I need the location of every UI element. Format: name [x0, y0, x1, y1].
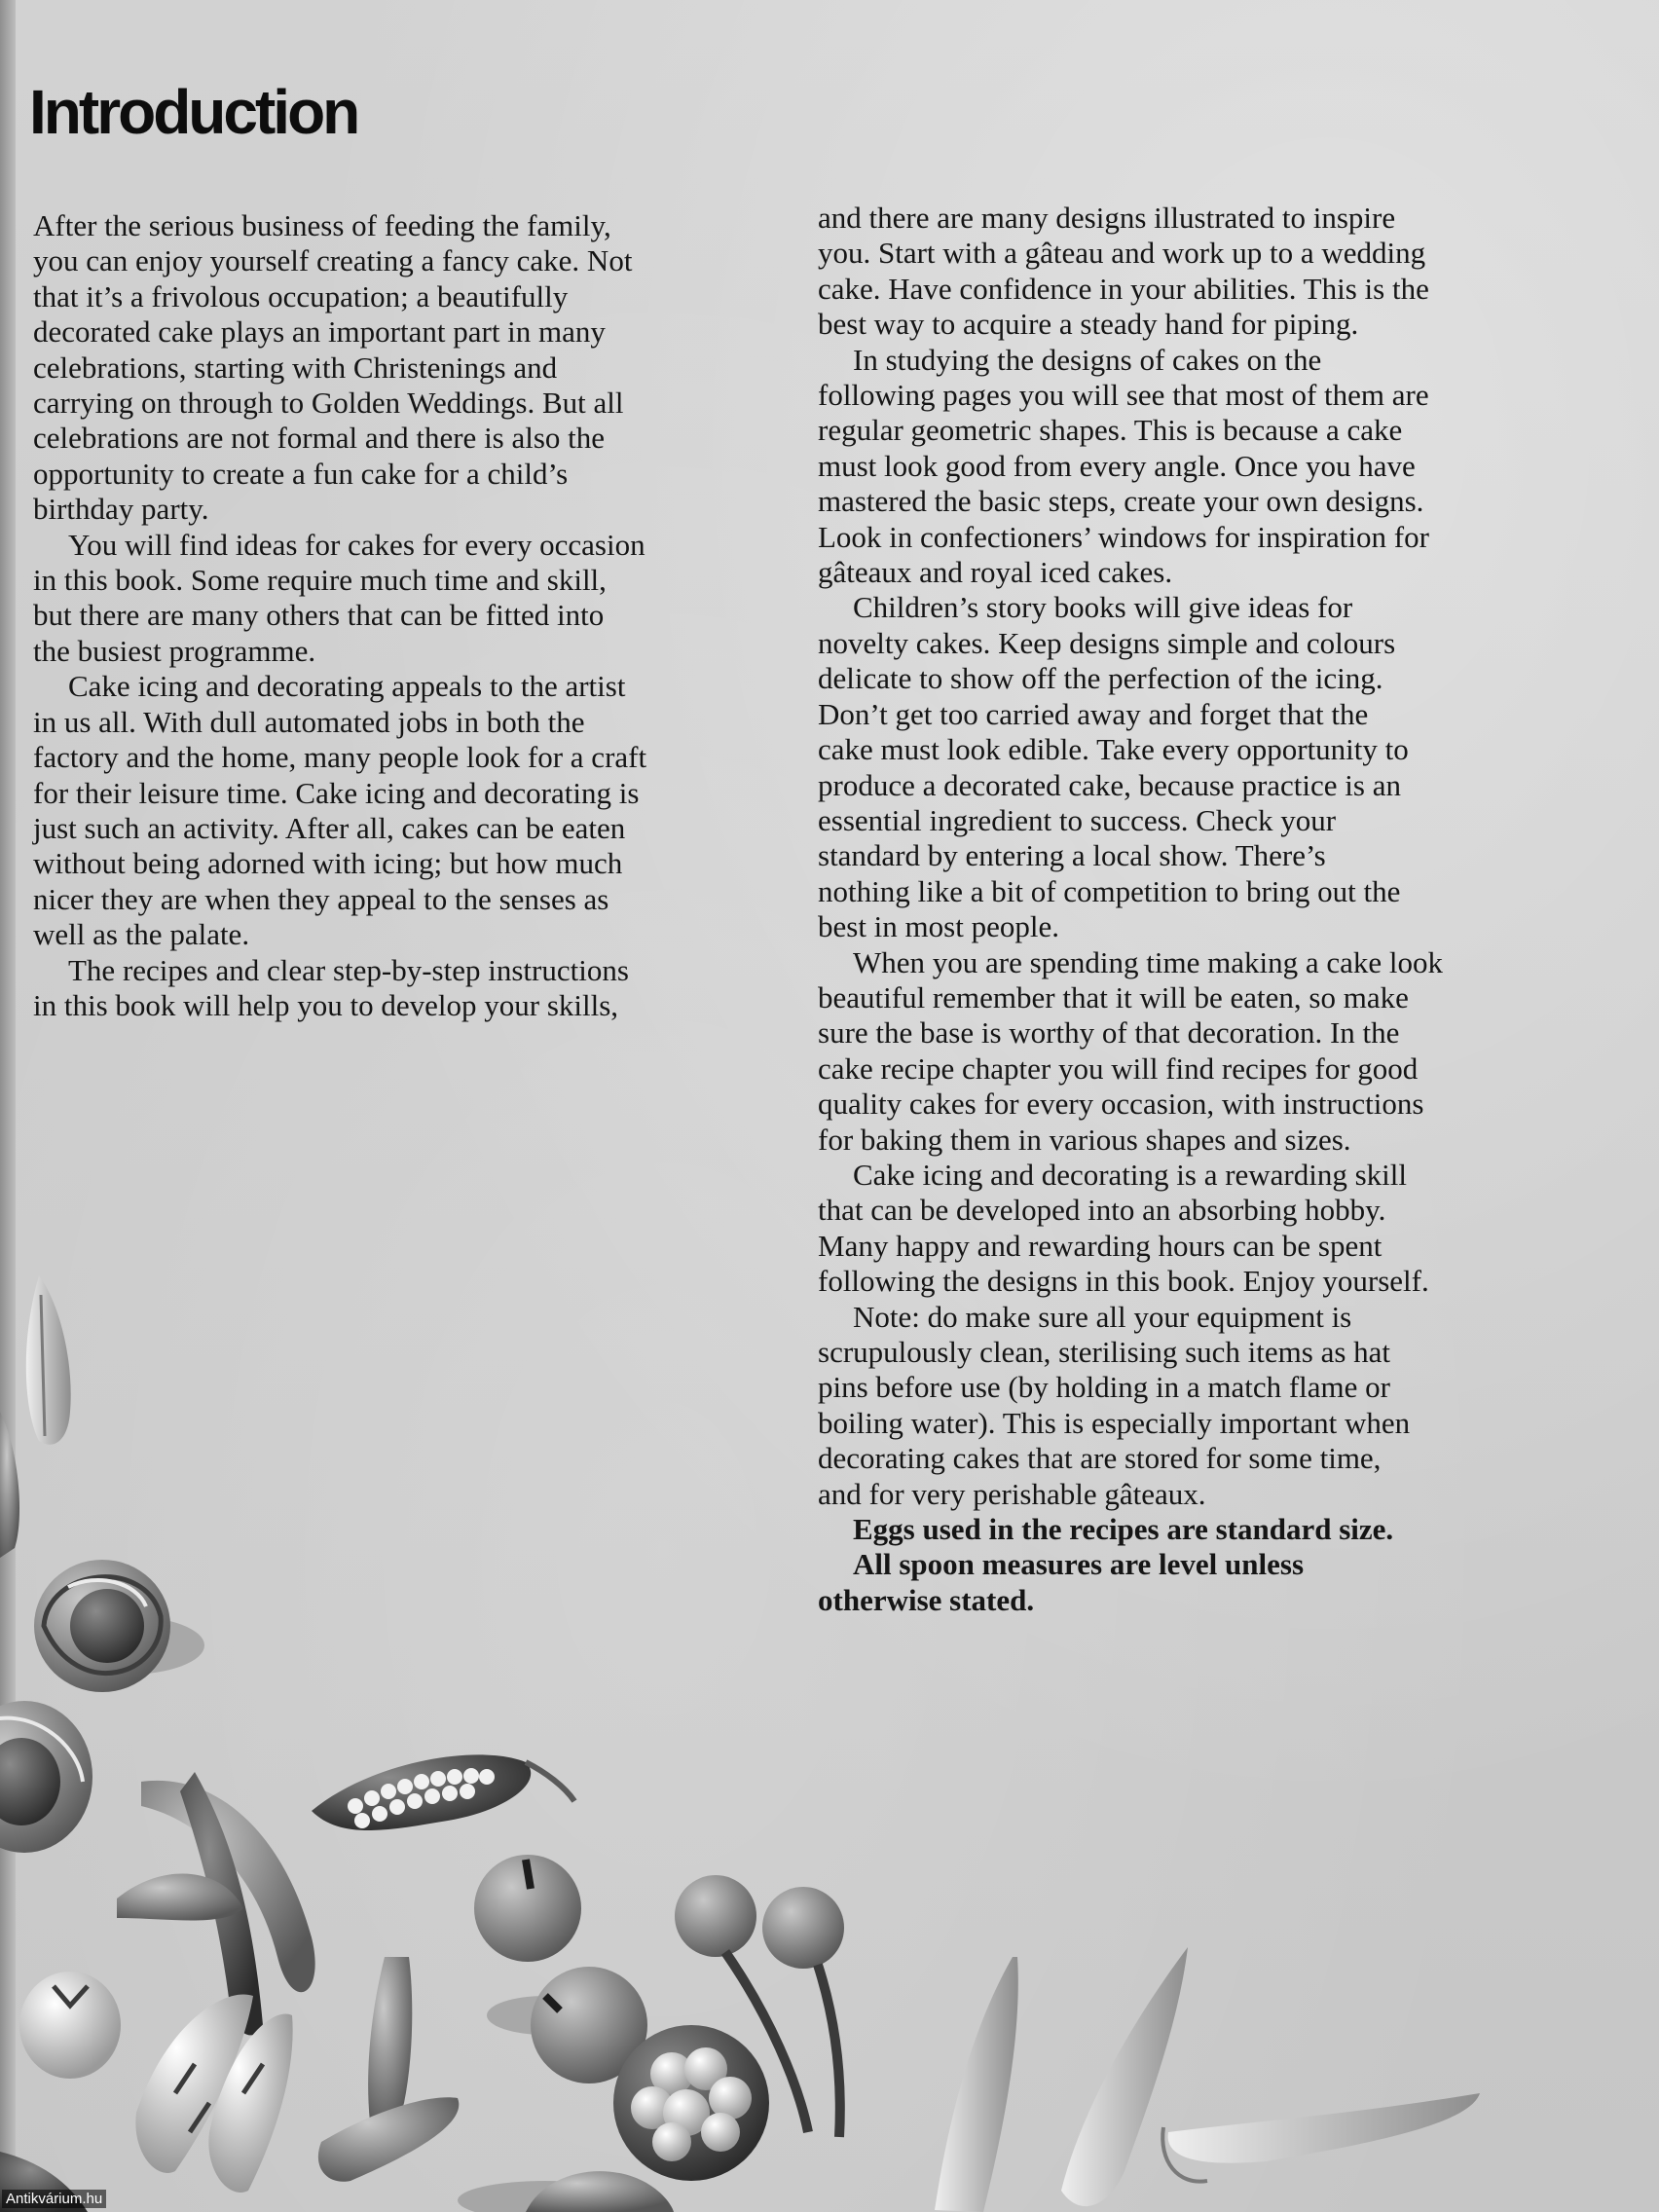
text-line: opportunity to create a fun cake for a child’s [33, 456, 569, 491]
text-line: essential ingredient to success. Check your [818, 802, 1337, 837]
cauliflower-bowl-icon [613, 2025, 769, 2181]
text-line: the busiest programme. [33, 633, 316, 668]
text-line: You will find ideas for cakes for every occasion [68, 527, 645, 562]
carrot-icon [26, 1275, 71, 1445]
text-line: sure the base is worthy of that decoration. In the [818, 1015, 1400, 1051]
bananas-icon [135, 1995, 292, 2193]
text-line: Note: do make sure all your equipment is [853, 1299, 1352, 1334]
text-line: boiling water). This is especially important when [818, 1405, 1411, 1440]
text-line: mastered the basic steps, create your own designs. [818, 484, 1424, 519]
text-line: but there are many others that can be fitted into [33, 598, 605, 633]
text-line: decorating cakes that are stored for some time, [818, 1441, 1382, 1476]
text-line: and for very perishable gâteaux. [818, 1476, 1206, 1511]
text-line: quality cakes for every occasion, with instructions [818, 1087, 1424, 1122]
text-line: decorated cake plays an important part in many [33, 314, 606, 350]
text-line: When you are spending time making a cake look [853, 944, 1444, 979]
tomato-icon [19, 1972, 121, 2079]
text-line: The recipes and clear step-by-step instructions [68, 952, 629, 987]
text-line: standard by entering a local show. There’s [818, 838, 1326, 873]
text-line: Don’t get too carried away and forget that the [818, 696, 1369, 731]
text-line: gâteaux and royal iced cakes. [818, 555, 1173, 590]
text-line: novelty cakes. Keep designs simple and colours [818, 625, 1396, 660]
text-line: carrying on through to Golden Weddings. But all [33, 386, 624, 421]
text-line: in this book. Some require much time and skill, [33, 563, 607, 598]
text-line: that can be developed into an absorbing hobby. [818, 1193, 1386, 1228]
parsnip-icon [935, 1947, 1480, 2212]
text-line: for their leisure time. Cake icing and decorating is [33, 775, 640, 810]
watermark: Antikvárium.hu [2, 2190, 106, 2208]
text-line: otherwise stated. [818, 1582, 1035, 1617]
text-line: celebrations, starting with Christenings and [33, 350, 558, 385]
text-line: celebrations are not formal and there is also the [33, 421, 606, 456]
text-line: produce a decorated cake, because practice is an [818, 767, 1401, 802]
text-line: and there are many designs illustrated to inspire [818, 201, 1396, 235]
cabbage-icon [34, 1560, 170, 1692]
pea-pod-icon [117, 1772, 315, 2035]
text-line: best in most people. [818, 909, 1059, 944]
text-line: that it’s a frivolous occupation; a beautifully [33, 278, 569, 313]
text-line: birthday party. [33, 492, 209, 527]
text-line: Eggs used in the recipes are standard size. [853, 1512, 1394, 1547]
text-line: following the designs in this book. Enjoy yourself. [818, 1264, 1429, 1299]
text-line: pins before use (by holding in a match flame or [818, 1370, 1390, 1405]
cabbage-icon [0, 1701, 92, 1853]
text-line: must look good from every angle. Once you have [818, 448, 1416, 483]
text-line: nothing like a bit of competition to bring out the [818, 873, 1401, 908]
corn-cob-icon [312, 1754, 574, 1830]
text-line: In studying the designs of cakes on the [853, 342, 1322, 377]
text-line: Look in confectioners’ windows for inspiration for [818, 519, 1429, 554]
text-line: you can enjoy yourself creating a fancy cake. Not [33, 243, 633, 278]
text-line: Cake icing and decorating appeals to the artist [68, 669, 626, 704]
text-column-left [33, 208, 783, 1023]
text-line: cake must look edible. Take every opportunity to [818, 732, 1409, 767]
text-line: Cake icing and decorating is a rewarding skill [853, 1157, 1408, 1192]
text-line: scrupulously clean, sterilising such items as hat [818, 1335, 1391, 1369]
apple-icon [474, 1855, 581, 1962]
text-line: beautiful remember that it will be eaten, so make [818, 979, 1409, 1014]
text-line: regular geometric shapes. This is because a cake [818, 413, 1403, 448]
text-line: best way to acquire a steady hand for piping. [818, 307, 1359, 342]
text-line: in us all. With dull automated jobs in both the [33, 704, 585, 739]
text-line: without being adorned with icing; but how much [33, 846, 623, 881]
text-line: well as the palate. [33, 917, 250, 952]
text-line: Many happy and rewarding hours can be spent [818, 1228, 1382, 1263]
text-line: delicate to show off the perfection of the icing. [818, 661, 1383, 696]
text-line: factory and the home, many people look for a craft [33, 740, 647, 775]
page-title: Introduction [29, 77, 358, 147]
text-line: After the serious business of feeding the family, [33, 208, 611, 242]
text-line: in this book will help you to develop your skills, [33, 987, 619, 1022]
text-line: nicer they are when they appeal to the senses as [33, 881, 609, 916]
carrot-icon [318, 1957, 459, 2182]
text-line: cake recipe chapter you will find recipes for good [818, 1051, 1419, 1086]
marzipan-fruits-photo [0, 1256, 1659, 2212]
text-line: for baking them in various shapes and sizes. [818, 1122, 1351, 1157]
text-line: following pages you will see that most of them are [818, 378, 1429, 413]
text-line: All spoon measures are level unless [853, 1547, 1305, 1582]
text-line: you. Start with a gâteau and work up to a wedding [818, 236, 1426, 271]
text-line: just such an activity. After all, cakes can be eaten [33, 810, 626, 845]
text-line: cake. Have confidence in your abilities. This is the [818, 271, 1429, 306]
text-line: Children’s story books will give ideas for [853, 590, 1353, 625]
